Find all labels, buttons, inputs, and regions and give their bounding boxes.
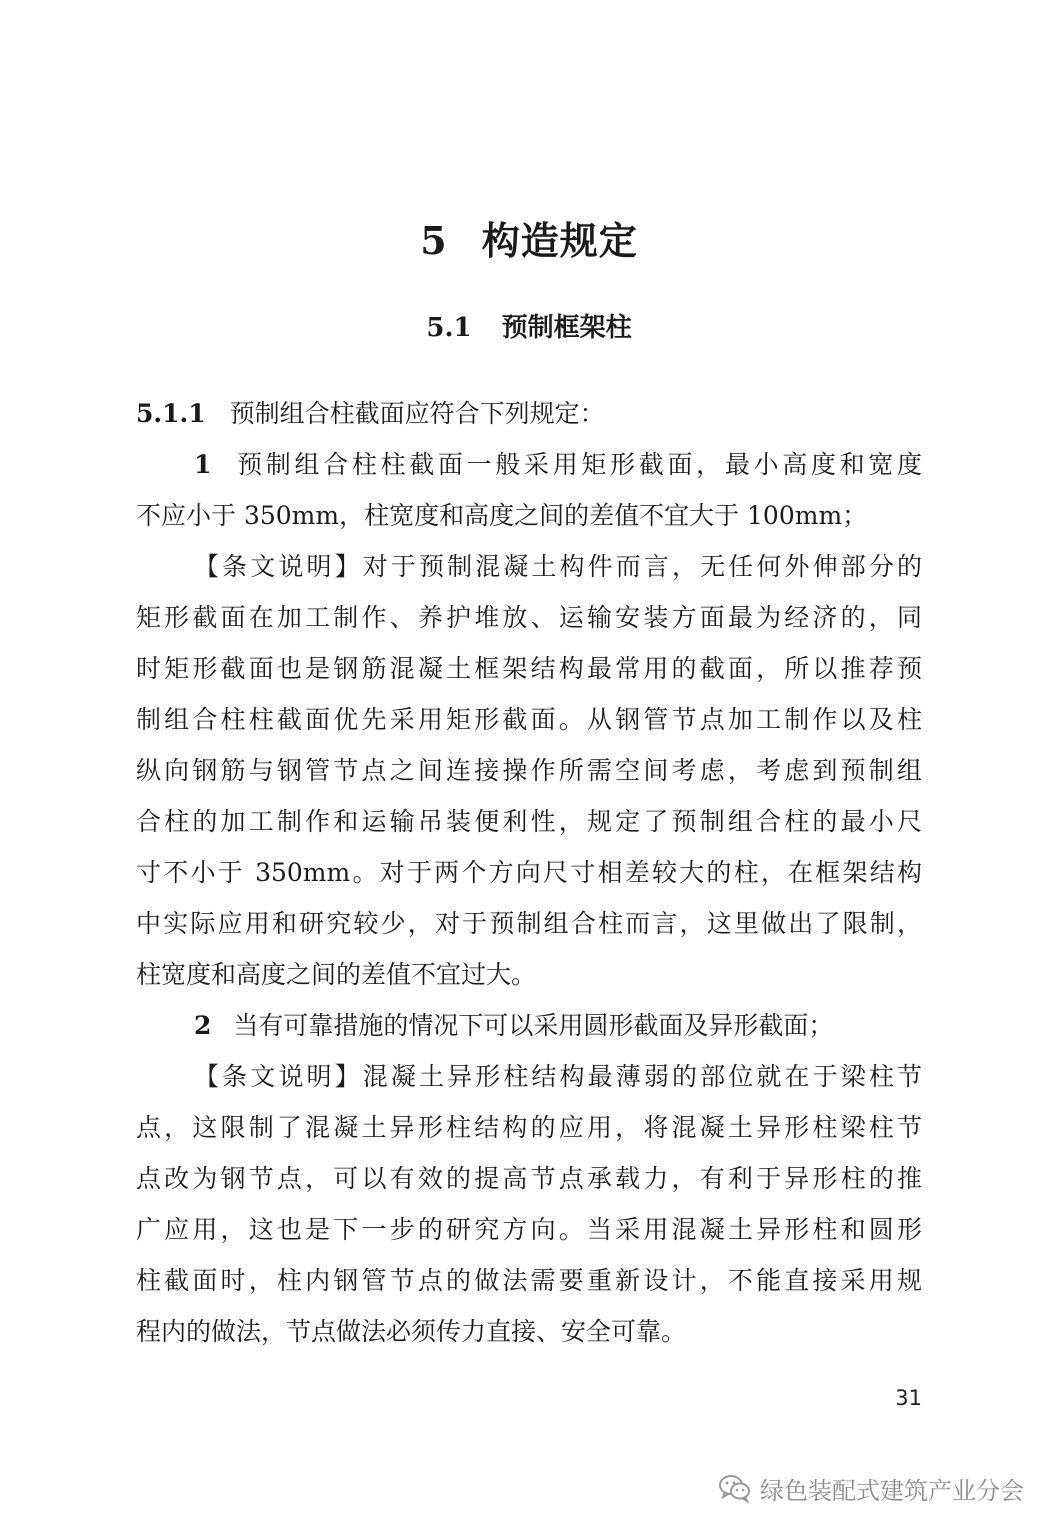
body-text xyxy=(136,388,922,1357)
item-2-text: 当有可靠措施的情况下可以采用圆形截面及异形截面； xyxy=(233,1011,834,1040)
clause-line xyxy=(136,388,922,439)
note-1-line: 合柱的加工制作和运输吊装便利性，规定了预制组合柱的最小尺 xyxy=(136,807,922,836)
chapter-title-text: 构造规定 xyxy=(481,218,638,263)
watermark xyxy=(718,1470,1024,1506)
note-2-line: 点，这限制了混凝土异形柱结构的应用，将混凝土异形柱梁柱节 xyxy=(136,1113,922,1142)
wechat-icon xyxy=(718,1473,752,1503)
note-1-line: 纵向钢筋与钢管节点之间连接操作所需空间考虑，考虑到预制组 xyxy=(136,756,922,785)
note-2-line: 柱截面时，柱内钢管节点的做法需要重新设计，不能直接采用规 xyxy=(136,1266,922,1295)
note-1-line: 寸不小于 350mm。对于两个方向尺寸相差较大的柱，在框架结构 xyxy=(136,858,922,887)
note-2-line: 广应用，这也是下一步的研究方向。当采用混凝土异形柱和圆形 xyxy=(136,1215,922,1244)
item-1-line-2: 不应小于 350mm，柱宽度和高度之间的差值不宜大于 100mm； xyxy=(136,501,868,530)
note-1-line: 中实际应用和研究较少，对于预制组合柱而言，这里做出了限制， xyxy=(136,909,922,938)
note-2-line: 点改为钢节点，可以有效的提高节点承载力，有利于异形柱的推 xyxy=(136,1164,922,1193)
item-1-line-1 xyxy=(136,439,922,490)
note-1-line: 时矩形截面也是钢筋混凝土框架结构最常用的截面，所以推荐预 xyxy=(136,654,922,683)
section-number: 5.1 xyxy=(426,313,472,343)
clause-text: 预制组合柱截面应符合下列规定： xyxy=(229,399,605,428)
note-1-line: 【条文说明】对于预制混凝土构件而言，无任何外伸部分的 xyxy=(194,552,922,581)
section-title-text: 预制框架柱 xyxy=(501,313,632,343)
note-1-line: 柱宽度和高度之间的差值不宜过大。 xyxy=(136,960,537,989)
watermark-text: 绿色装配式建筑产业分会 xyxy=(760,1476,1024,1505)
item-1-number: 1 xyxy=(194,450,212,479)
note-1-line: 矩形截面在加工制作、养护堆放、运输安装方面最为经济的，同 xyxy=(136,603,922,632)
chapter-number: 5 xyxy=(420,218,448,263)
item-2-line xyxy=(136,1000,922,1051)
chapter-title xyxy=(0,210,1058,265)
item-1-text: 预制组合柱柱截面一般采用矩形截面，最小高度和宽度 xyxy=(233,450,922,479)
clause-number: 5.1.1 xyxy=(136,399,206,428)
note-1-line: 制组合柱柱截面优先采用矩形截面。从钢管节点加工制作以及柱 xyxy=(136,705,922,734)
section-title xyxy=(0,307,1058,344)
note-2-line: 程内的做法，节点做法必须传力直接、安全可靠。 xyxy=(136,1317,687,1346)
note-2-line: 【条文说明】混凝土异形柱结构最薄弱的部位就在于梁柱节 xyxy=(194,1062,922,1091)
item-2-number: 2 xyxy=(194,1011,212,1040)
page-number: 31 xyxy=(895,1386,922,1410)
